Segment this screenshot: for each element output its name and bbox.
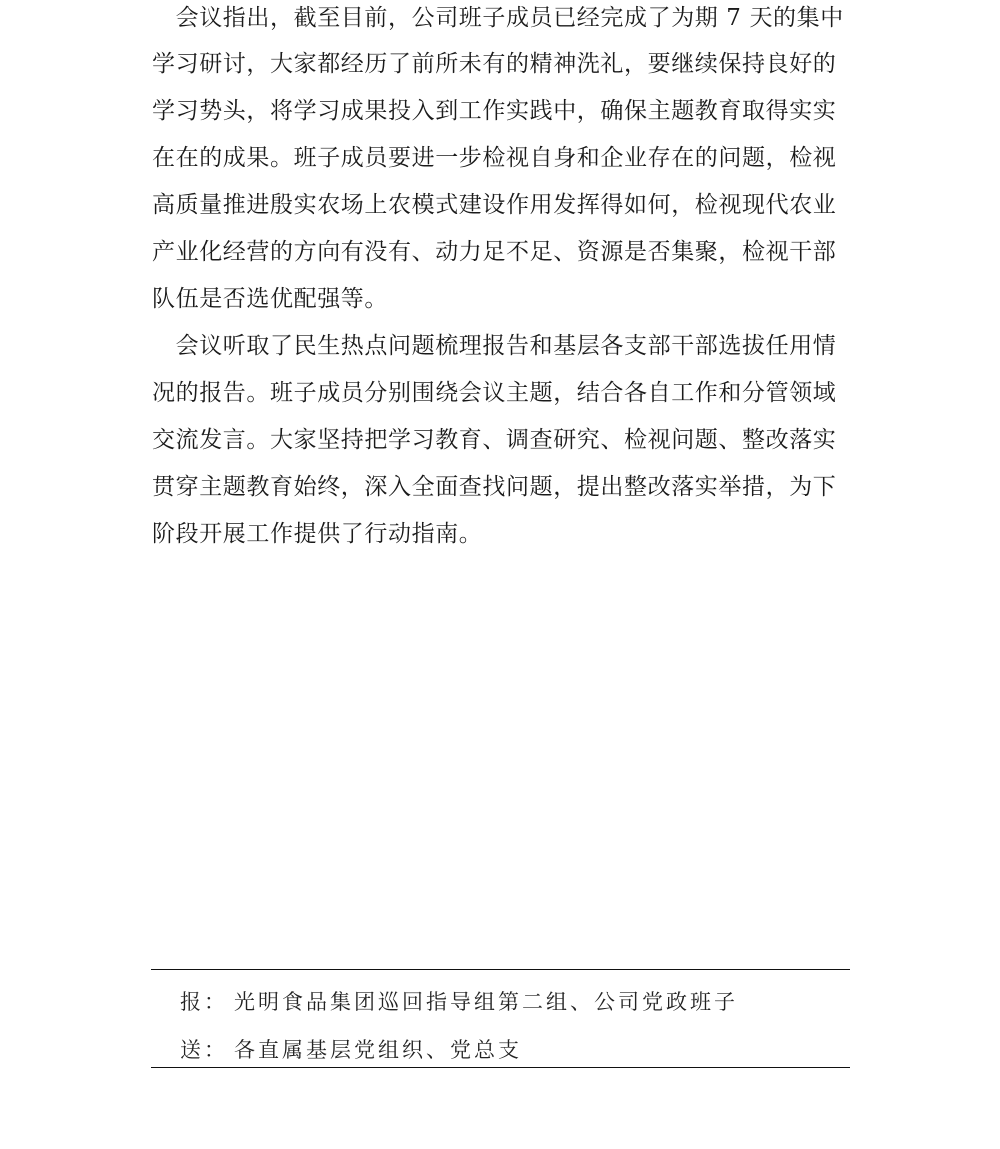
send-to-line — [180, 1030, 522, 1070]
paragraph-1-line-2: 学习研讨，大家都经历了前所未有的精神洗礼，要继续保持良好的 — [152, 51, 837, 77]
paragraph-2-line-1: 会议听取了民生热点问题梳理报告和基层各支部干部选拔任用情 — [152, 333, 837, 359]
paragraph-1-line-7: 队伍是否选优配强等。 — [152, 286, 388, 312]
send-recipients: 各直属基层党组织、党总支 — [234, 1038, 522, 1062]
distribution-bottom-rule — [151, 1067, 850, 1068]
paragraph-1-line-1: 会议指出，截至目前，公司班子成员已经完成了为期 7 天的集中 — [152, 5, 844, 31]
report-recipients: 光明食品集团巡回指导组第二组、公司党政班子 — [234, 990, 738, 1014]
report-label: 报： — [180, 990, 228, 1014]
paragraph-1-line-6: 产业化经营的方向有没有、动力足不足、资源是否集聚，检视干部 — [152, 239, 837, 265]
paragraph-2-line-2: 况的报告。班子成员分别围绕会议主题，结合各自工作和分管领域 — [152, 380, 837, 406]
paragraph-2-line-5: 阶段开展工作提供了行动指南。 — [152, 521, 483, 547]
paragraph-1-line-4: 在在的成果。班子成员要进一步检视自身和企业存在的问题，检视 — [152, 145, 837, 171]
report-to-line — [180, 982, 738, 1022]
distribution-top-rule — [151, 969, 850, 970]
send-label: 送： — [180, 1038, 228, 1062]
paragraph-1-line-3: 学习势头，将学习成果投入到工作实践中，确保主题教育取得实实 — [152, 98, 837, 124]
paragraph-2-line-3: 交流发言。大家坚持把学习教育、调查研究、检视问题、整改落实 — [152, 427, 837, 453]
paragraph-1-line-5: 高质量推进殷实农场上农模式建设作用发挥得如何，检视现代农业 — [152, 192, 837, 218]
paragraph-2-line-4: 贯穿主题教育始终，深入全面查找问题，提出整改落实举措，为下 — [152, 474, 837, 500]
